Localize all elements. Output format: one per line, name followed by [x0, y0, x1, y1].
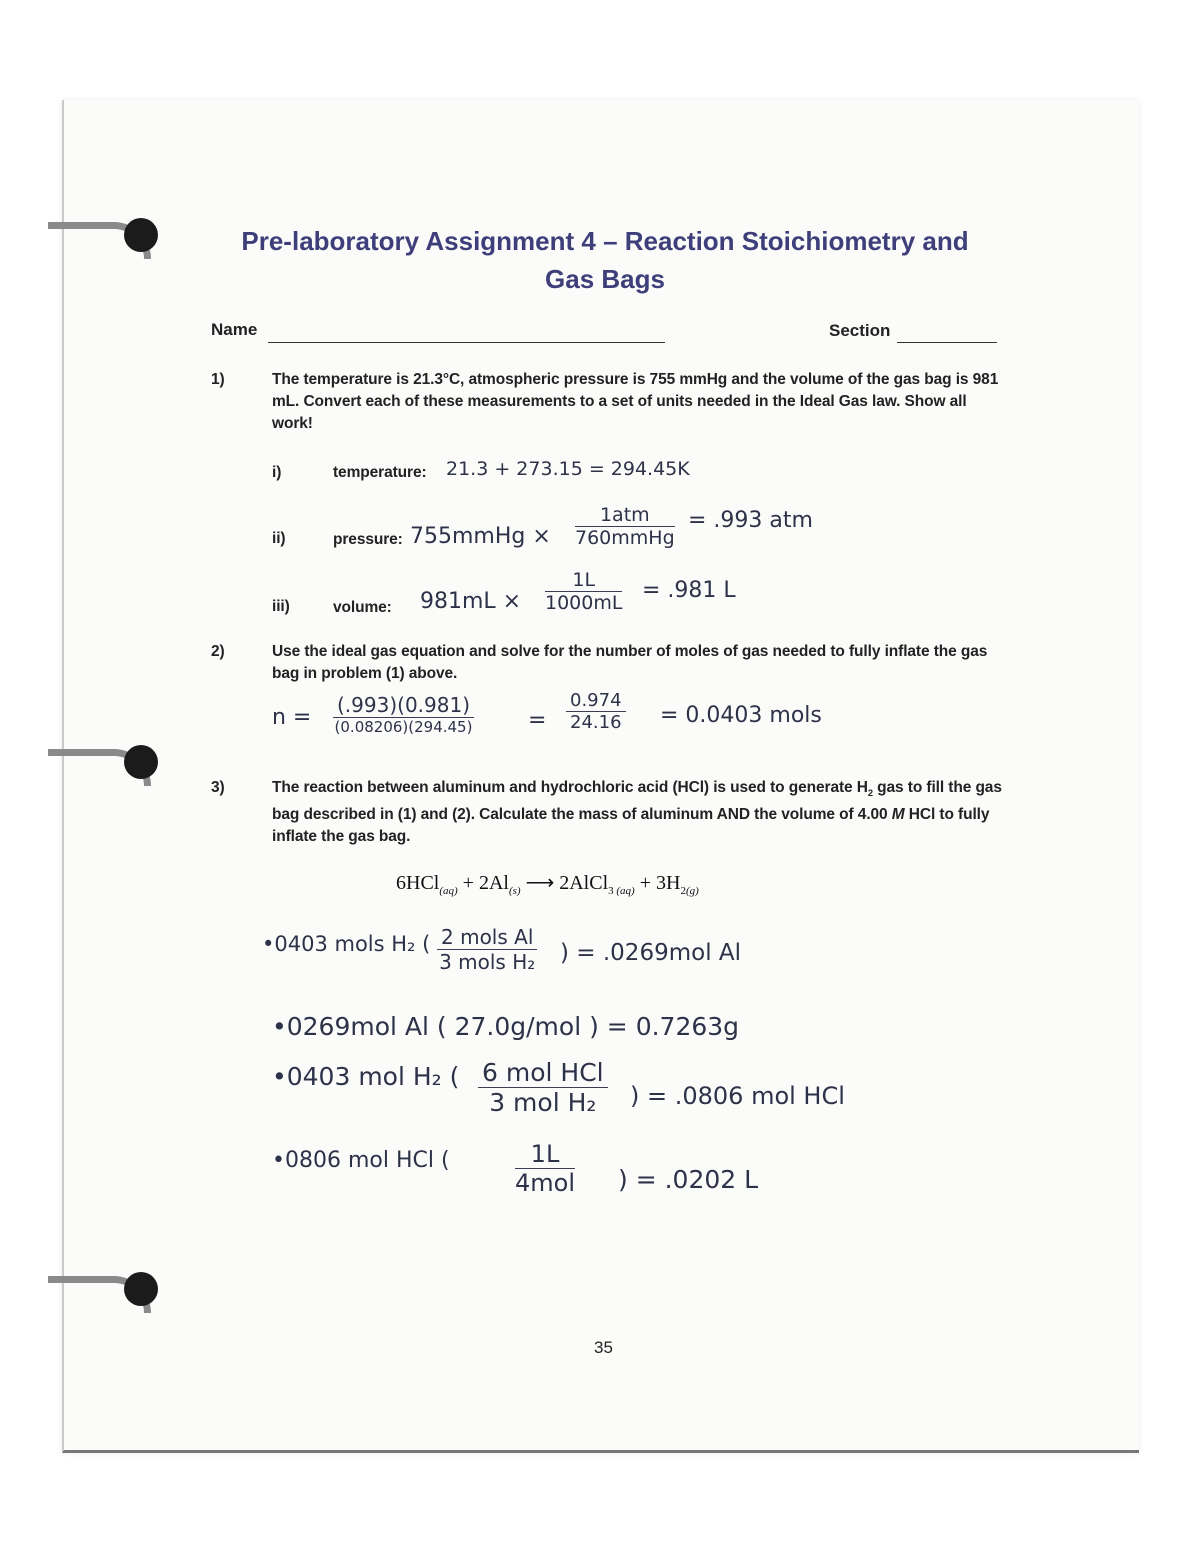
q3-w3-numerator: 6 mol HCl — [478, 1058, 608, 1088]
binder-ring-middle — [48, 735, 158, 795]
q3-work-3-rhs: ) = .0806 mol HCl — [630, 1082, 845, 1110]
q3-work-3-fraction — [478, 1058, 608, 1117]
q3-work-4-fraction — [515, 1140, 575, 1197]
q3-text: The reaction between aluminum and hydrochloric acid (HCl) is used to generate $H_2$ gas to fill the gas bag described in (1) and (2). Calculate the mass of aluminum AND the volume of 4.00 M HCl to fully inflate the gas bag. — [272, 779, 1002, 846]
q3-work-2: •0269mol Al ( 27.0g/mol ) = 0.7263g — [272, 1012, 740, 1041]
page-number: 35 — [594, 1338, 613, 1357]
q3-work-4-rhs: ) = .0202 L — [618, 1165, 759, 1194]
q3-number: 3) — [211, 779, 225, 796]
q3-w1-denominator: 3 mols H₂ — [439, 950, 536, 974]
q1-i-label: temperature: — [333, 464, 427, 481]
q1-ii-lhs: 755mmHg × — [410, 524, 551, 549]
q2-f2-denominator: 24.16 — [570, 712, 622, 733]
q2-fraction-2 — [566, 690, 626, 733]
page-title — [200, 222, 1010, 298]
q1-ii-fraction — [575, 504, 675, 549]
q1-text: The temperature is 21.3°C, atmospheric pressure is 755 mmHg and the volume of the gas bag is 981 mL. Convert each of these measurements to a set of units needed in the Ideal Gas law. Show all work! — [272, 371, 999, 432]
q1-iii-lhs: 981mL × — [420, 589, 522, 614]
binder-ring-top — [48, 208, 158, 268]
q2-n: n = — [272, 705, 312, 730]
q1-number: 1) — [211, 371, 225, 388]
q3-w1-numerator: 2 mols Al — [437, 925, 537, 950]
q3-work-1-lhs: •0403 mols H₂ ( — [262, 932, 431, 956]
q1-ii-result: = .993 atm — [688, 508, 813, 533]
q1-iii-numerator: 1L — [545, 569, 622, 592]
q3-work-3-lhs: •0403 mol H₂ ( — [272, 1062, 460, 1091]
reaction-equation: $6HCl_{(aq)} + 2Al_{(s)}$ ⟶ 2AlCl$_3$ $_{(aq)} + 3H_{2(g)}$ — [396, 872, 699, 897]
q1-ii-number: ii) — [272, 530, 286, 547]
q2-f2-numerator: 0.974 — [566, 690, 626, 712]
q2-fraction-1 — [333, 693, 474, 736]
q1-i-work: 21.3 + 273.15 = 294.45K — [446, 458, 690, 480]
q1-ii-denominator: 760mmHg — [575, 527, 675, 549]
title-line-2: Gas Bags — [545, 264, 665, 294]
name-label: Name — [211, 320, 258, 339]
q1-iii-denominator: 1000mL — [545, 592, 623, 614]
q1-iii-fraction — [545, 569, 622, 614]
name-line — [268, 342, 665, 343]
binder-ring-bottom — [48, 1262, 158, 1322]
q1-ii-label: pressure: — [333, 531, 403, 548]
q2-f1-denominator: (0.08206)(294.45) — [334, 718, 473, 736]
q3-w4-numerator: 1L — [515, 1140, 575, 1169]
q3-work-4-lhs: •0806 mol HCl ( — [272, 1148, 450, 1173]
q1-iii-number: iii) — [272, 598, 290, 615]
q2-result: = 0.0403 mols — [660, 703, 822, 728]
q1-ii-numerator: 1atm — [575, 504, 675, 527]
q2-text: Use the ideal gas equation and solve for the number of moles of gas needed to fully inflate the gas bag in problem (1) above. — [272, 643, 988, 682]
q1-i-number: i) — [272, 464, 282, 481]
q3-work-1-rhs: ) = .0269mol Al — [560, 940, 742, 966]
q3-w4-denominator: 4mol — [515, 1169, 575, 1197]
q3-work-1-fraction — [437, 925, 537, 974]
q2-equals-1: = — [528, 708, 547, 733]
q3-w3-denominator: 3 mol H₂ — [489, 1088, 597, 1117]
section-line — [897, 342, 997, 343]
q2-number: 2) — [211, 643, 225, 660]
q1-iii-label: volume: — [333, 599, 392, 616]
q1-iii-result: = .981 L — [642, 578, 736, 603]
section-label: Section — [829, 321, 891, 340]
title-line-1: Pre-laboratory Assignment 4 – Reaction Stoichiometry and — [241, 226, 969, 256]
q2-f1-numerator: (.993)(0.981) — [333, 693, 474, 718]
